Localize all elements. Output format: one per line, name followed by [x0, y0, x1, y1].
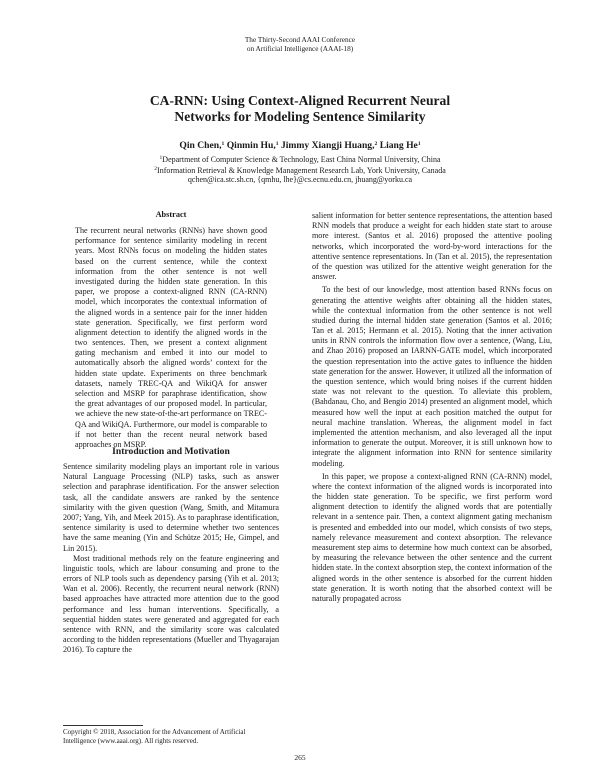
footnote-divider [63, 725, 143, 726]
author-name: Qinmin Hu, [224, 140, 276, 151]
author-affil-mark: 1 [275, 141, 279, 147]
author-name: Liang He [377, 140, 418, 151]
title-line-1: CA-RNN: Using Context-Aligned Recurrent Neural [149, 93, 451, 108]
right-paragraph-1: salient information for better sentence representations, the attention based RNN models that produce a weight for each hidden state start to arouse more interest. (Santos et al. 2016) proposed the attentive pooling networks, which incorporated the word-by-word interactions for the attentive sentence representations. In (Tan et al. 2015), the representation of the question was utilized for the attentive weight generation for the answer. [312, 211, 552, 282]
section-heading-introduction: Introduction and Motivation [112, 446, 230, 457]
affil-mark: 2 [154, 166, 158, 172]
author-emails: qchen@ica.stc.sh.cn, {qmhu, lhe}@cs.ecnu.edu.cn, jhuang@yorku.ca [187, 175, 413, 184]
author-affil-mark: 1 [417, 141, 421, 147]
title-line-2: Networks for Modeling Sentence Similarity [174, 109, 426, 124]
conference-header [0, 35, 600, 53]
copyright-line-2: Intelligence (www.aaai.org). All rights reserved. [63, 736, 199, 745]
conference-line-1: The Thirty-Second AAAI Conference [244, 35, 356, 44]
abstract-heading: Abstract [155, 210, 187, 219]
author-affil-mark: 2 [374, 141, 378, 147]
author-name: Jimmy Xiangji Huang, [278, 140, 375, 151]
copyright-notice [63, 728, 279, 745]
right-paragraph-3: In this paper, we propose a context-aligned RNN (CA-RNN) model, where the context information of the aligned words is incorporated into the hidden state generation. To be specific, we first perform word alignment detection to identify the aligned words that are potentially relevant in a sentence pair. Then, a context alignment gating mechanism is presented and embedded into our model, which consists of two steps, namely relevance measurement and context absorption. The relevance measurement step aims to determine how much context can be absorbed, by measuring the relevance between the other sentence and the current hidden state. In the context absorption step, the context information of the aligned words in the other sentence is absorbed for the current hidden state generation. It is worth noting that the absorbed context will be naturally propagated across [312, 471, 552, 603]
conference-line-2: on Artificial Intelligence (AAAI-18) [246, 44, 354, 53]
author-affil-mark: 1 [221, 141, 225, 147]
author-name: Qin Chen, [179, 140, 222, 151]
paper-title [0, 93, 600, 125]
affil-text: Information Retrieval & Knowledge Management Research Lab, York University, Canada [157, 166, 446, 175]
intro-paragraph-2: Most traditional methods rely on the feature engineering and linguistic tools, which are labour consuming and prone to the errors of NLP tools such as dependency parsing (Yih et al. 2013; Wan et al. 2006). Recently, the recurrent neural network (RNN) based approaches have attracted more attention due to the good performance and less human interventions. Specifically, a sequential hidden states were generated and aggregated for each sentence with RNN, and the similarity score was calculated according to the hidden representations (Mueller and Thyagarajan 2016). To capture the [63, 553, 279, 655]
copyright-line-1: Copyright © 2018, Association for the Advancement of Artificial [63, 728, 246, 736]
right-column-body [312, 211, 552, 604]
page-number: 265 [294, 753, 306, 762]
intro-paragraph-1: Sentence similarity modeling plays an important role in various Natural Language Processing (NLP) tasks, such as answer selection and paraphrase identification. For the answer selection task, all the candidate answers are ranked by the sentence similarity with the given question (Wang, Smith, and Mitamura 2007; Yang, Yih, and Meek 2015). As to paraphrase identification, sentence similarity is used to determine whether two sentences have the same meaning (Yin and Schütze 2015; He, Gimpel, and Lin 2015). [63, 462, 279, 553]
abstract-text: The recurrent neural networks (RNNs) have shown good performance for sentence similarity modeling in recent years. Most RNNs focus on modeling the hidden states based on the current sentence, while the context information from the other sentence is not well investigated during the hidden state generation. In this paper, we propose a context-aligned RNN (CA-RNN) model, which incorporates the contextual information of the aligned words in a sentence pair for the inner hidden state generation. Specifically, we first perform word alignment detection to identify the aligned words in the two sentences. Then, we present a context alignment gating mechanism and embed it into our model to automatically absorb the aligned words’ context for the hidden state update. Experiments on three benchmark datasets, namely TREC-QA and WikiQA for answer selection and MSRP for paraphrase identification, show the great advantages of our proposed model. In particular, we achieve the new state-of-the-art performance on TREC-QA and WikiQA. Furthermore, our model is comparable to if not better than the recent neural network based approaches on MSRP. [75, 226, 267, 449]
affil-mark: 1 [159, 155, 163, 161]
affil-text: Department of Computer Science & Technology, East China Normal University, China [162, 155, 441, 164]
introduction-body [63, 462, 279, 656]
right-paragraph-2: To the best of our knowledge, most attention based RNNs focus on generating the attentive weights after obtaining all the hidden states, while the contextual information from the other sentence is not well studied during the internal hidden state generation (Santos et al. 2016; Tan et al. 2015; Hermann et al. 2015). Noting that the inner activation units in RNN controls the information flow over a sentence, (Wang, Liu, and Zhao 2016) proposed an IARNN-GATE model, which incorporated the question representation into the active gates to influence the hidden state generation for the answer. However, it utilized all the information of the question sentence, which would bring noises if the current hidden state was not relevant to the question. To alleviate this problem, (Bahdanau, Cho, and Bengio 2014) presented an alignment model, which measured how well the input at each position matched the output for neural machine translation. Whereas, the alignment model in fact implemented the attention mechanism, and also leveraged all the input information to generate the output. Moreover, it is still unknown how to integrate the alignment information into RNN for sentence similarity modeling. [312, 285, 552, 468]
author-list [0, 138, 600, 152]
